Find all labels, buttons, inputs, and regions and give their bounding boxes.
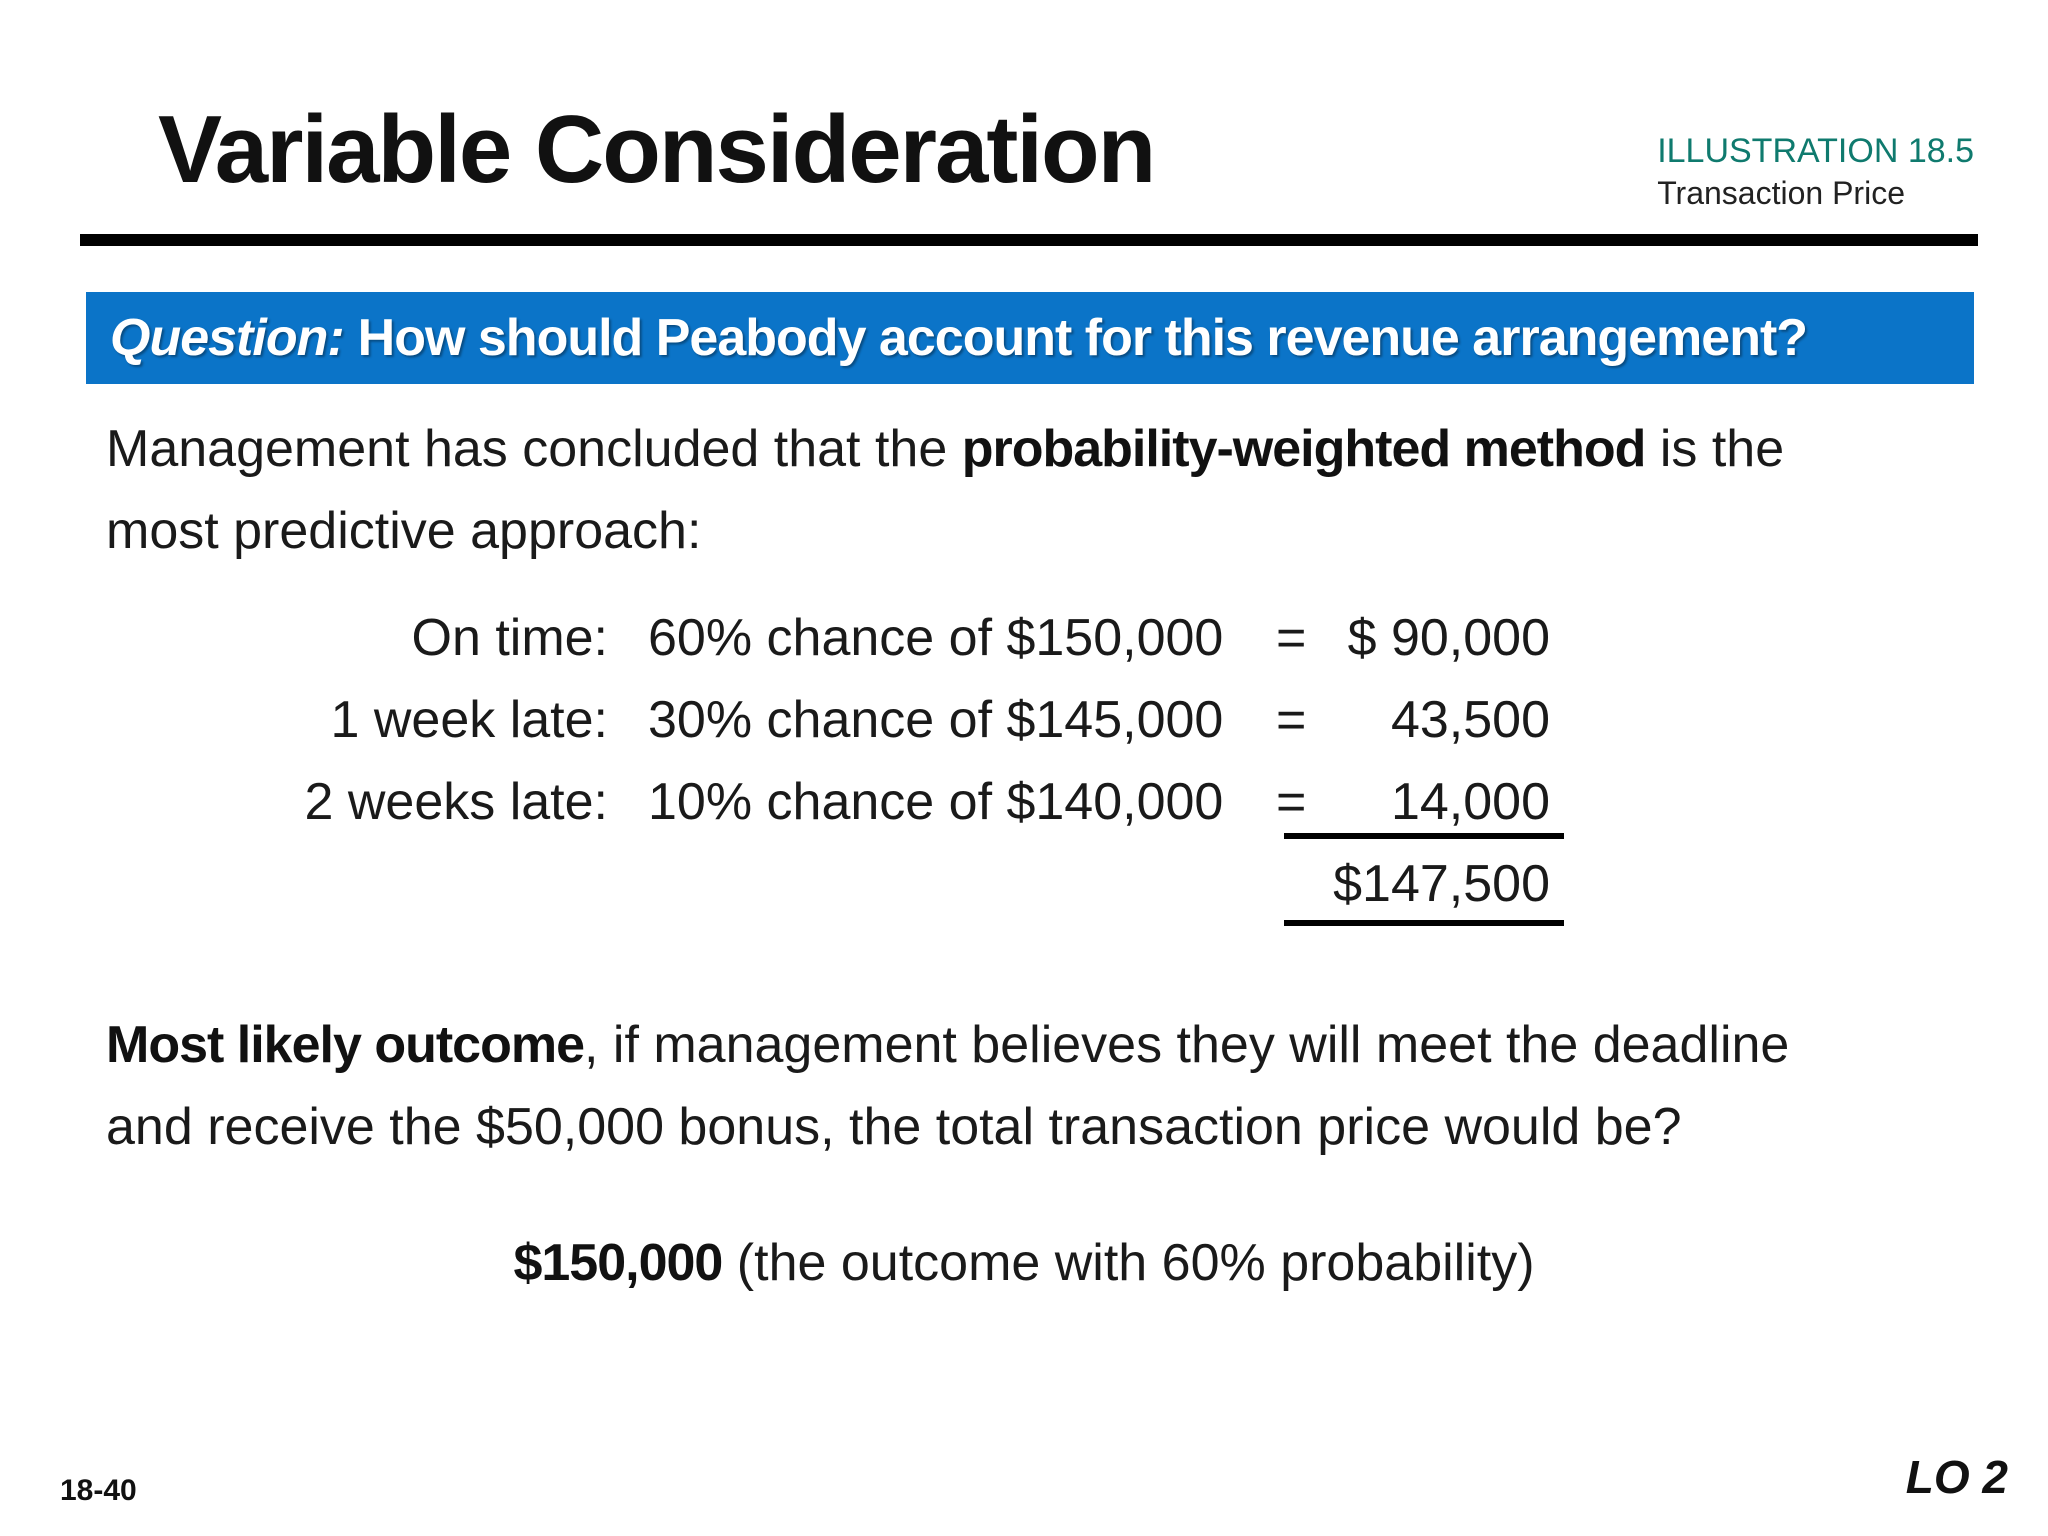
total-bottom-rule bbox=[1284, 920, 1564, 926]
row-equals: = bbox=[1276, 609, 1307, 667]
row-equals: = bbox=[1276, 773, 1307, 831]
calculation-total-row bbox=[0, 843, 2048, 925]
intro-emphasis: probability-weighted method bbox=[961, 420, 1646, 478]
intro-line-2: most predictive approach: bbox=[106, 502, 702, 560]
row-label: 1 week late: bbox=[330, 691, 608, 749]
calculation-row bbox=[0, 761, 2048, 843]
answer-explanation: (the outcome with 60% probability) bbox=[722, 1234, 1535, 1292]
illustration-number: ILLUSTRATION 18.5 bbox=[1657, 132, 1974, 170]
question-label: Question: bbox=[110, 309, 344, 367]
slide-number: 18-40 bbox=[60, 1474, 137, 1507]
intro-line-1 bbox=[106, 408, 1784, 490]
illustration-subtitle: Transaction Price bbox=[1657, 174, 1905, 211]
row-amount: 43,500 bbox=[1390, 691, 1550, 749]
row-equals: = bbox=[1276, 691, 1307, 749]
most-likely-line-1 bbox=[106, 1004, 1789, 1086]
most-likely-text: , if management believes they will meet the deadline bbox=[584, 1016, 1790, 1074]
title-divider bbox=[80, 234, 1978, 246]
intro-paragraph bbox=[106, 408, 1784, 572]
question-text: How should Peabody account for this revenue arrangement? bbox=[357, 309, 1808, 367]
calculation-row bbox=[0, 597, 2048, 679]
most-likely-paragraph bbox=[106, 1004, 1789, 1168]
slide-title: Variable Consideration bbox=[158, 96, 1155, 203]
row-amount: $ 90,000 bbox=[1347, 609, 1550, 667]
question-banner bbox=[86, 292, 1974, 384]
row-description: 30% chance of $145,000 bbox=[648, 691, 1224, 749]
answer-line bbox=[0, 1222, 2048, 1304]
row-description: 10% chance of $140,000 bbox=[648, 773, 1224, 831]
most-likely-line-2: and receive the $50,000 bonus, the total transaction price would be? bbox=[106, 1098, 1682, 1156]
row-description: 60% chance of $150,000 bbox=[648, 609, 1224, 667]
intro-text-before: Management has concluded that the bbox=[106, 420, 962, 478]
learning-objective: LO 2 bbox=[1905, 1451, 2008, 1503]
total-amount: $147,500 bbox=[1333, 855, 1550, 913]
total-top-rule bbox=[1284, 833, 1564, 839]
row-amount: 14,000 bbox=[1390, 773, 1550, 831]
most-likely-emphasis: Most likely outcome bbox=[106, 1016, 584, 1074]
row-label: 2 weeks late: bbox=[304, 773, 608, 831]
answer-amount: $150,000 bbox=[513, 1234, 723, 1292]
intro-text-after: is the bbox=[1645, 420, 1785, 478]
row-label: On time: bbox=[411, 609, 608, 667]
calculation-row bbox=[0, 679, 2048, 761]
illustration-reference bbox=[1657, 130, 1974, 213]
